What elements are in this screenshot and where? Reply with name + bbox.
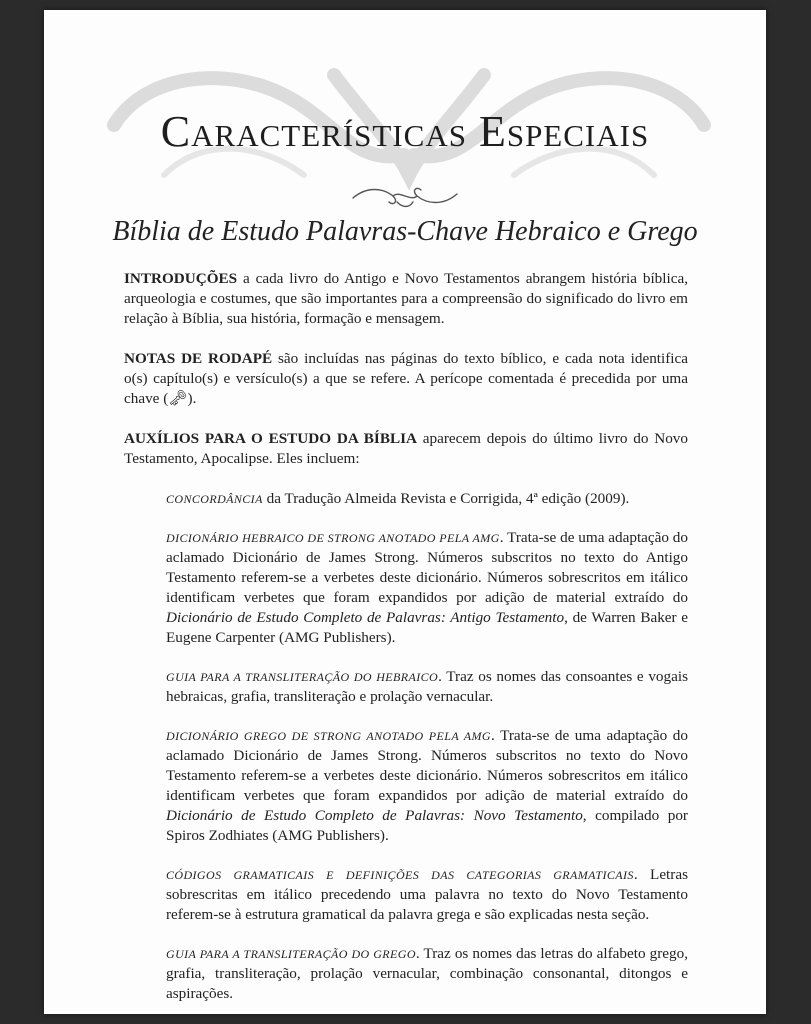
item-source-title: Dicionário de Estudo Completo de Palavras: Antigo Testamento: [166, 609, 565, 626]
item-codigos-gramaticais: [166, 865, 688, 925]
item-heading: CONCORDÂNCIA: [166, 492, 263, 506]
paragraph-text: a cada livro do Antigo e Novo Testamentos abrangem história bíblica, arqueologia e costumes, que são importantes para a compreensão do significado do livro em relação à Bíblia, sua história, formação e mensagem.: [124, 270, 688, 327]
item-heading: DICIONÁRIO GREGO DE STRONG ANOTADO PELA AMG: [166, 729, 491, 743]
item-guia-grego: [166, 944, 688, 1004]
document-page: [44, 10, 766, 1014]
item-text: . Trata-se de uma adaptação do aclamado Dicionário de James Strong. Números subscritos no texto do Novo Testamento referem-se a verbetes deste dicionário. Números sobrescritos em itálico identificam verbetes que foram expandidos por adição de material extraído do: [166, 727, 688, 804]
paragraph-notas-de-rodape: [124, 349, 688, 409]
item-heading: DICIONÁRIO HEBRAICO DE STRONG ANOTADO PELA AMG: [166, 531, 500, 545]
item-text: , de Warren Baker e Eugene Carpenter (AMG Publishers).: [166, 609, 689, 646]
item-text: . Traz os nomes das consoantes e vogais hebraicas, grafia, transliteração e prolação vernacular.: [166, 668, 688, 705]
item-text: . Letras sobrescritas em itálico precedendo uma palavra no texto do Novo Testamento referem-se à estrutura gramatical da palavra grega e são explicadas nesta seção.: [166, 866, 688, 923]
item-text: . Traz os nomes das letras do alfabeto grego, grafia, transliteração, prolação vernacular, combinação consonantal, ditongos e aspirações.: [166, 945, 688, 1002]
paragraph-auxilios: [124, 429, 688, 469]
paragraph-lead: AUXÍLIOS PARA O ESTUDO DA BÍBLIA: [124, 430, 417, 447]
item-text: da Tradução Almeida Revista e Corrigida, 4ª edição (2009).: [262, 490, 630, 507]
item-text: , compilado por Spiros Zodhiates (AMG Publishers).: [166, 807, 688, 844]
item-source-title: Dicionário de Estudo Completo de Palavras: Novo Testamento: [166, 807, 583, 824]
flourish-divider-icon: [349, 182, 461, 210]
item-text: . Trata-se de uma adaptação do aclamado Dicionário de James Strong. Números subscritos no texto do Antigo Testamento referem-se a verbetes deste dicionário. Números sobrescritos em itálico identificam verbetes que foram expandidos por adição de material extraído do: [166, 529, 688, 606]
paragraph-text: são incluídas nas páginas do texto bíblico, e cada nota identifica o(s) capítulo(s) e versículo(s) a que se refere. A perícope comentada é precedida por uma chave (🗝).: [124, 350, 688, 407]
paragraph-text: aparecem depois do último livro do Novo Testamento, Apocalipse. Eles incluem:: [124, 430, 688, 467]
page-title: Características Especiais: [160, 107, 650, 156]
document-body: [124, 269, 688, 1014]
paragraph-introducoes: [124, 269, 688, 329]
paragraph-lead: NOTAS DE RODAPÉ: [124, 350, 273, 367]
item-heading: GUIA PARA A TRANSLITERAÇÃO DO HEBRAICO: [166, 670, 439, 684]
item-guia-hebraico: [166, 667, 688, 707]
item-dicionario-grego: [166, 726, 688, 846]
item-heading: CÓDIGOS GRAMATICAIS E DEFINIÇÕES DAS CATEGORIAS GRAMATICAIS: [166, 868, 634, 882]
item-concordancia: [166, 489, 688, 509]
item-heading: GUIA PARA A TRANSLITERAÇÃO DO GREGO: [166, 947, 416, 961]
paragraph-lead: INTRODUÇÕES: [124, 270, 238, 287]
item-dicionario-hebraico: [166, 528, 688, 648]
page-subtitle: Bíblia de Estudo Palavras-Chave Hebraico e Grego: [112, 216, 698, 247]
